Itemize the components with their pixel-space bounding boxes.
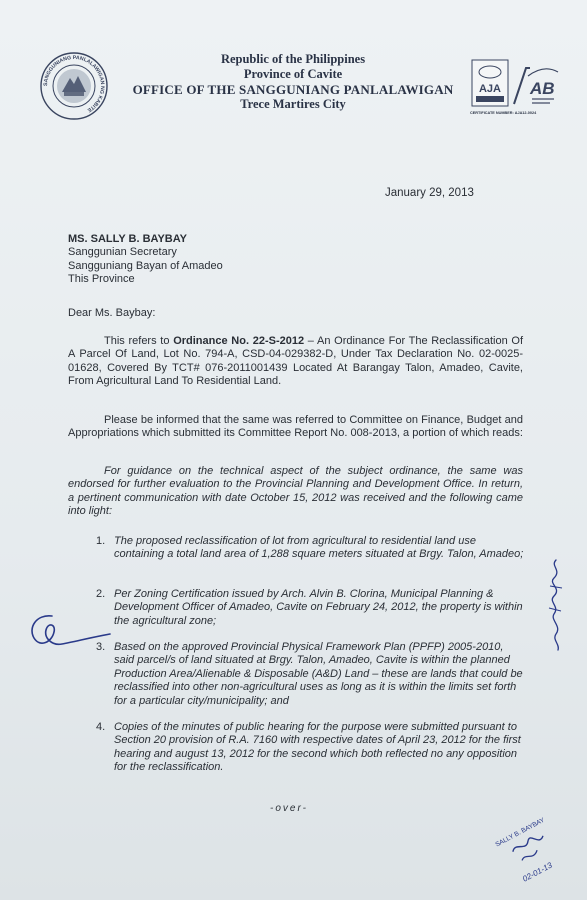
provincial-seal-icon bbox=[40, 52, 108, 120]
list-item-text: Copies of the minutes of public hearing for the purpose were submitted pursuant to Section 20 provision of R.A. 7160 with respective dates of April 23, 2012 for the first hearing and august 13, 2012 for the second which both reflected no any opposition for the reclassification. bbox=[114, 721, 521, 774]
svg-text:SANGGUNIANG PANLALAWIGAN NG KA: SANGGUNIANG PANLALAWIGAN NG KABITE bbox=[42, 54, 106, 114]
list-item-number: 4. bbox=[96, 721, 106, 733]
addressee-province: This Province bbox=[68, 273, 135, 286]
received-stamp-icon bbox=[492, 808, 574, 890]
list-item-number: 2. bbox=[96, 588, 106, 600]
paragraph1-lead: This refers to bbox=[104, 335, 174, 347]
svg-text:SALLY B. BAYBAY: SALLY B. BAYBAY bbox=[494, 816, 546, 849]
list-item bbox=[96, 535, 526, 562]
handwritten-initial-icon bbox=[22, 598, 112, 658]
paragraph-technical-guidance: For guidance on the technical aspect of the subject ordinance, the same was endorsed for further evaluation to the Provincial Planning and Development Office. In return, a pertinent communication with date October 15, 2012 was received and the following came into light: bbox=[68, 465, 523, 518]
ordinance-number: Ordinance No. 22-S-2012 bbox=[173, 335, 305, 347]
svg-text:02-01-13: 02-01-13 bbox=[521, 860, 554, 884]
addressee-block bbox=[68, 233, 223, 287]
list-item bbox=[96, 641, 526, 708]
list-item bbox=[96, 588, 526, 628]
addressee-name: MS. SALLY B. BAYBAY bbox=[68, 233, 188, 245]
certificate-number: CERTIFICATE NUMBER: AJA12-0024 bbox=[470, 111, 537, 115]
addressee-office: Sangguniang Bayan of Amadeo bbox=[68, 259, 223, 272]
letterhead-republic: Republic of the Philippines bbox=[220, 52, 366, 66]
svg-text:AB: AB bbox=[530, 79, 555, 98]
addressee-title: Sanggunian Secretary bbox=[68, 246, 177, 259]
paragraph1-rest: – An Ordinance For The Reclassification Of A Parcel Of Land, Lot No. 794-A, CSD-04-029382-D, Under Tax Declaration No. 02-0025-01628, Covered By TCT# 076-2011001439 Located At Barangay Talon, Amadeo, Cavite, From Agricultural Land To Residential Land. bbox=[68, 335, 524, 388]
margin-signature-icon bbox=[540, 556, 572, 652]
paragraph-committee-referral: Please be informed that the same was referred to Committee on Finance, Budget and Appropriations which submitted its Committee Report No. 008-2013, a portion of which reads: bbox=[68, 414, 523, 440]
svg-text:AJA: AJA bbox=[478, 83, 502, 95]
page-continuation-marker: -over- bbox=[270, 803, 308, 814]
letterhead-office: OFFICE OF THE SANGGUNIANG PANLALAWIGAN bbox=[132, 82, 454, 97]
list-item-text: Per Zoning Certification issued by Arch. Alvin B. Clorina, Municipal Planning & Development Officer of Amadeo, Cavite on February 24, 2012, the property is within the agricultural zone; bbox=[114, 588, 523, 627]
letter-date: January 29, 2013 bbox=[385, 187, 474, 199]
list-item bbox=[96, 721, 526, 775]
list-item-text: Based on the approved Provincial Physical Framework Plan (PPFP) 2005-2010, said parcel/s of land situated at Brgy. Talon, Amadeo, Cavite is within the planned Production Area/Alienable & Disposable (A&D) Land – these are lands that could be reclassified into other non-agricultural uses as long as it is within the limits set forth for a particular city/municipality; and bbox=[114, 641, 523, 707]
list-item-text: The proposed reclassification of lot from agricultural to residential land use containing a total land area of 1,288 square meters situated at Brgy. Talon, Amadeo; bbox=[114, 535, 524, 561]
letterhead bbox=[118, 52, 468, 112]
list-item-number: 3. bbox=[96, 641, 106, 653]
letterhead-city: Trece Martires City bbox=[240, 97, 346, 111]
letterhead-province: Province of Cavite bbox=[243, 67, 343, 81]
certification-logos-icon bbox=[470, 58, 562, 118]
salutation: Dear Ms. Baybay: bbox=[68, 307, 156, 319]
list-item-number: 1. bbox=[96, 535, 106, 547]
paragraph-ordinance-reference bbox=[68, 335, 523, 389]
